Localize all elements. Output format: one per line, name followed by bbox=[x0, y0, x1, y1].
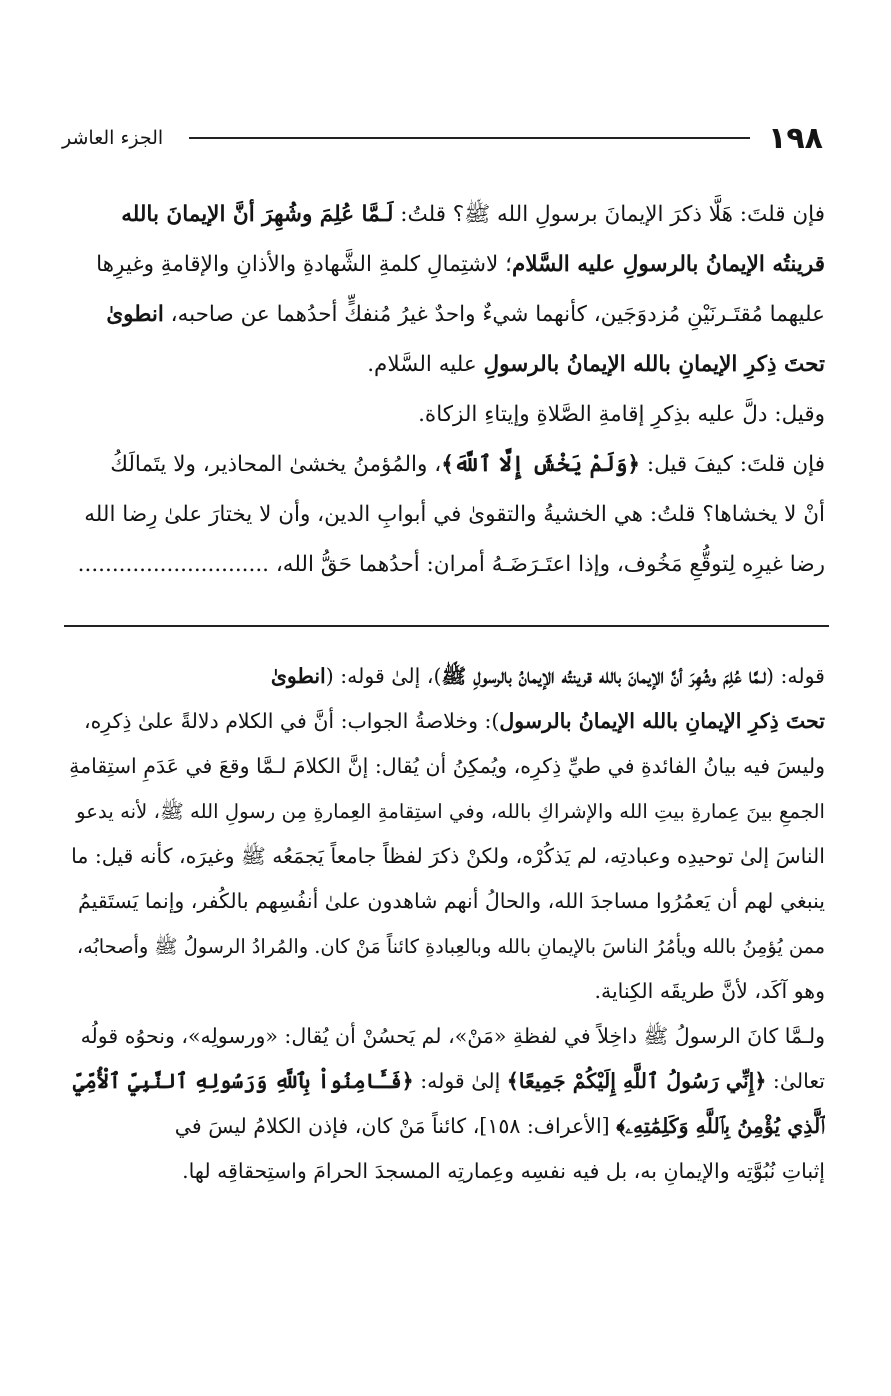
page-header bbox=[62, 116, 823, 160]
text-segment: ؛ لاشتِمالِ كلمةِ الشَّهادةِ والأذانِ والإقامةِ وغيرِها bbox=[96, 252, 512, 277]
commentary-line bbox=[64, 879, 825, 924]
commentary-line bbox=[64, 654, 825, 699]
commentary-line bbox=[64, 1149, 825, 1194]
text-segment: رضا غيرِه لِتوقُّعِ مَخُوف، وإذا اعتَـرَضَـهُ أمران: أحدُهما حَقُّ الله، ............................ bbox=[77, 552, 825, 577]
bold-text-segment: لَـمَّا عُلِمَ وشُهِرَ أنَّ الإيمانَ بالله bbox=[121, 202, 394, 227]
text-segment: عليهما مُقتَـرنَيْنِ مُزدوَجَين، كأنهما شيءٌ واحدٌ غيرُ مُنفكٍّ أحدُهما عن صاحبه، bbox=[163, 302, 825, 327]
main-text-line bbox=[64, 540, 825, 590]
bold-text-segment: انطوىٰ bbox=[106, 302, 164, 327]
bold-text-segment: ﴿وَلَمْ يَخْشَ إِلَّا ٱللَّهَ﴾ bbox=[441, 452, 641, 477]
text-segment: الجمعِ بينَ عِمارةِ بيتِ الله والإشراكِ بالله، وفي استِقامةِ العِمارةِ مِن رسولِ الله ﷺ، لأنه يدعو bbox=[76, 800, 825, 823]
main-text-line bbox=[64, 490, 825, 540]
bold-text-segment: قرينتُه الإيمانُ بالرسولِ عليه السَّلام bbox=[511, 252, 825, 277]
text-segment: [الأعراف: ١٥٨]، كائناً مَنْ كان، فإذن الكلامُ ليسَ في bbox=[174, 1114, 617, 1138]
text-segment: ممن يُؤمِنُ بالله ويأمُرُ الناسَ بالإيمانِ بالله وبالعِبادةِ كائناً مَنْ كان. والمُرادُ الرسولُ ﷺ وأصحابُه، bbox=[76, 935, 825, 958]
main-text-line bbox=[64, 190, 825, 240]
bold-text-segment: ﴿فَـَٔامِنُواْ بِٱللَّهِ وَرَسُولِهِ ٱلنَّبِيِّ ٱلْأُمِّيِّ bbox=[72, 1069, 414, 1093]
volume-title: الجزء العاشر bbox=[62, 127, 164, 149]
commentary-line bbox=[64, 699, 825, 744]
bold-text-segment: ٱلَّذِي يُؤْمِنُ بِٱللَّهِ وَكَلِمَٰتِهِۦ﴾ bbox=[616, 1114, 825, 1138]
text-segment: ، والمُؤمنُ يخشىٰ المحاذير، ولا يتَمالَكُ bbox=[110, 452, 442, 477]
footnote-separator bbox=[64, 625, 829, 627]
commentary-line bbox=[64, 1104, 825, 1149]
commentary-line bbox=[64, 924, 825, 969]
main-text-line bbox=[64, 340, 825, 390]
bold-text-segment: ﴿إِنِّي رَسُولُ ٱللَّهِ إِلَيْكُمْ جَمِيعًا﴾ bbox=[506, 1069, 767, 1093]
commentary-line bbox=[64, 834, 825, 879]
text-segment: قوله: ( bbox=[765, 664, 825, 688]
text-segment: ينبغي لهم أن يَعمُرُوا مساجدَ الله، والحالُ أنهم شاهدون علىٰ أنفُسِهم بالكُفر، وإنما يَستَقيمُ bbox=[78, 889, 825, 913]
bold-text-segment: لـمَّا عُلِمَ وشُهِرَ أنَّ الإيمانَ بالله قرينتُه الإيمانُ بالرسولِ ﷺ bbox=[441, 664, 766, 688]
text-segment: عليه السَّلام. bbox=[367, 352, 484, 377]
bold-text-segment: انطوىٰ bbox=[270, 664, 326, 688]
main-text-line bbox=[64, 390, 825, 440]
text-segment: الناسَ إلىٰ توحيدِه وعبادتِه، لم يَذكُرْه، ولكنْ ذكرَ لفظاً جامعاً يَجمَعُه ﷺ وغيرَه، كأنه قيل: ما bbox=[71, 844, 825, 868]
text-segment: أنْ لا يخشاها؟ قلتُ: هي الخشيةُ والتقوىٰ في أبوابِ الدين، وأن لا يختارَ علىٰ رِضا الله bbox=[84, 502, 825, 527]
text-segment: فإن قلتَ: هَلَّا ذكرَ الإيمانَ برسولِ الله ﷺ؟ قلتُ: bbox=[393, 202, 825, 227]
text-segment: وقيل: دلَّ عليه بذِكرِ إقامةِ الصَّلاةِ وإيتاءِ الزكاة. bbox=[418, 402, 825, 427]
main-text bbox=[64, 190, 825, 590]
text-segment: وهو آكَد، لأنَّ طريقَه الكِناية. bbox=[594, 979, 825, 1003]
text-segment: ): وخلاصةُ الجواب: أنَّ في الكلام دلالةً علىٰ ذِكرِه، bbox=[83, 709, 500, 733]
text-segment: )، إلىٰ قوله: ( bbox=[325, 664, 442, 688]
commentary-text bbox=[64, 654, 825, 1194]
text-segment: إلىٰ قوله: bbox=[413, 1069, 507, 1093]
page-number: ١٩٨ bbox=[768, 120, 823, 156]
text-segment: تعالىٰ: bbox=[766, 1069, 825, 1093]
bold-text-segment: تحتَ ذِكرِ الإيمانِ بالله الإيمانُ بالرسولِ bbox=[483, 352, 825, 377]
text-segment: فإن قلتَ: كيفَ قيل: bbox=[640, 452, 825, 477]
main-text-line bbox=[64, 290, 825, 340]
commentary-line bbox=[64, 789, 825, 834]
main-text-line bbox=[64, 240, 825, 290]
commentary-line bbox=[64, 969, 825, 1014]
bold-text-segment: تحتَ ذِكرِ الإيمانِ بالله الإيمانُ بالرسول bbox=[499, 709, 825, 733]
text-segment: وليسَ فيه بيانُ الفائدةِ في طيِّ ذِكرِه، ويُمكِنُ أن يُقال: إنَّ الكلامَ لـمَّا وقعَ في عَدَمِ استِقامةِ bbox=[69, 754, 825, 778]
commentary-line bbox=[64, 744, 825, 789]
main-text-line bbox=[64, 440, 825, 490]
commentary-line bbox=[64, 1014, 825, 1059]
commentary-line bbox=[64, 1059, 825, 1104]
header-rule bbox=[189, 137, 750, 139]
text-segment: ولـمَّا كانَ الرسولُ ﷺ داخِلاً في لفظةِ «مَنْ»، لم يَحسُنْ أن يُقال: «ورسولِه»، ونحوُه قولُه bbox=[80, 1024, 825, 1048]
text-segment: إثباتِ نُبُوَّتِه والإيمانِ به، بل فيه نفسِه وعِمارتِه المسجدَ الحرامَ واستِحقاقِه لها. bbox=[182, 1159, 825, 1183]
